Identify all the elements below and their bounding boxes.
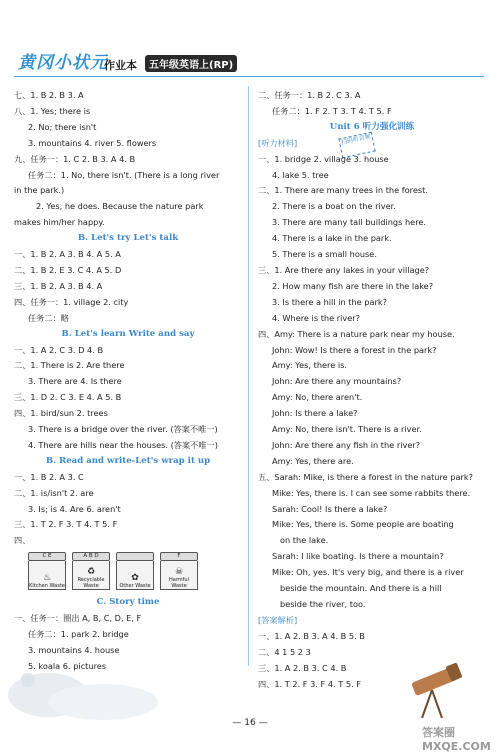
waste-bin (28, 552, 66, 590)
bin-label: Other Waste (119, 583, 151, 590)
answer-line: 2. There is a boat on the river. (272, 201, 396, 212)
answer-line: 2. Yes, he does. Because the nature park (36, 201, 204, 212)
answer-line: 3. mountains 4. house (28, 645, 120, 655)
answer-line: Amy: Yes, there is. (272, 360, 348, 371)
answer-line: in the park.) (14, 185, 65, 196)
answer-line: 4. Where is the river? (272, 312, 360, 323)
answer-line: 3. Is; is 4. Are 6. aren't (28, 503, 121, 514)
answer-line: 三、1. D 2. C 3. E 4. A 5. B (14, 392, 122, 403)
bin-body (116, 561, 154, 590)
answer-line: 一、1. B 2. A 3. B 4. A 5. A (14, 249, 121, 260)
answer-line: 八、1. Yes; there is (14, 105, 91, 116)
answer-line: 九、任务一：1. C 2. B 3. A 4. B (14, 153, 136, 164)
answer-line: 一、1. A 2. B 3. A 4. B 5. B (258, 630, 365, 641)
answer-line: John: Are there any mountains? (272, 376, 402, 387)
bin-body (160, 561, 198, 590)
section-heading: B. Let's try Let's talk (77, 233, 179, 244)
answer-line: 二、1. is/isn't 2. are (14, 487, 94, 498)
bin-body (28, 561, 66, 590)
answer-line: makes him/her happy. (14, 217, 105, 228)
answer-line: 4. There are hills near the houses. (答案不唯一) (28, 439, 218, 450)
answer-line: 二、1. There is 2. Are there (14, 360, 125, 371)
answer-line: 4. There is a lake in the park. (272, 233, 392, 244)
bin-symbol-icon: ♨ (42, 573, 52, 584)
answer-line: Mike: Yes, there is. I can see some rabbits there. (272, 487, 471, 498)
grade-badge: 五年级英语上(RP) (145, 55, 237, 72)
answer-line: 3. There are 4. Is there (28, 376, 122, 387)
section-heading: Unit 6 听力强化训练 (329, 121, 415, 132)
answer-line: 一、1. B 2. A 3. C (14, 471, 84, 482)
bin-symbol-icon: ☠ (174, 567, 184, 578)
section-heading: C. Story time (96, 597, 160, 608)
landscape-illustration (8, 640, 168, 720)
answer-line: 2. No; there isn't (28, 121, 97, 132)
answer-line: John: Wow! Is there a forest in the park? (272, 344, 437, 355)
bin-lid-letters (116, 552, 154, 561)
answer-line: 一、1. bridge 2. village 3. house (258, 153, 389, 164)
answer-line: 3. There are many tall buildings here. (272, 217, 427, 228)
audio-stamp: 扫码听音频 (338, 132, 375, 159)
answer-line: 二、1. There are many trees in the forest. (258, 185, 428, 196)
column-divider (248, 86, 249, 666)
answer-line: 5. There is a small house. (272, 249, 377, 260)
answer-line: 任务二：1. No, there isn't. (There is a long river (28, 169, 220, 180)
answer-line: 5. koala 6. pictures (28, 660, 107, 671)
brand-logo: 黄冈小状元 (18, 53, 108, 73)
answer-line: [听力材料] (258, 137, 298, 148)
answer-line: 一、任务一：圈出 A, B, C, D, E, F (14, 613, 142, 624)
answer-line: Sarah: I like boating. Is there a mountain? (272, 551, 444, 562)
answer-line: 四、Amy: There is a nature park near my house. (258, 328, 455, 339)
answer-line: Amy: Yes, there are. (272, 455, 354, 466)
page-number: — 16 — (232, 718, 268, 728)
section-heading: B. Read and write-Let's wrap it up (45, 455, 211, 466)
answer-line: 四、任务一：1. village 2. city (14, 296, 129, 307)
answer-line: 五、Sarah: Mike, is there a forest in the nature park? (258, 471, 473, 482)
bin-lid-letters: A B D (72, 552, 110, 561)
telescope-illustration (400, 660, 470, 720)
header-rule (14, 76, 484, 77)
bin-lid-letters: C E (28, 552, 66, 561)
bin-label: Harmful Waste (169, 577, 189, 590)
watermark: 答案圈 MXQE.COM (422, 726, 491, 753)
answer-line: 3. Is there a hill in the park? (272, 296, 387, 307)
answer-line: Amy: No, there isn't. There is a river. (272, 424, 422, 435)
answer-line: 二、4 1 5 2 3 (258, 646, 311, 657)
answer-list-right (258, 88, 486, 692)
answer-line: 3. mountains 4. river 5. flowers (28, 137, 157, 148)
left-column (14, 88, 242, 675)
bin-symbol-icon: ♻ (86, 567, 96, 578)
answer-line: beside the mountain. And there is a hill (280, 583, 442, 594)
bin-lid-letters: F (160, 552, 198, 561)
answer-line: 四、1. T 2. F 3. F 4. T 5. F (258, 678, 361, 689)
bin-body (72, 561, 110, 590)
waste-bin (116, 552, 154, 590)
bin-label: Kitchen Waste (29, 583, 65, 590)
page-header (0, 0, 500, 92)
answer-list-left (14, 88, 242, 533)
answer-line: 任务二：略 (28, 312, 69, 323)
answer-line: John: Are there any fish in the river? (272, 439, 421, 450)
answer-line: 4. lake 5. tree (272, 169, 329, 180)
bin-label: Recyclable Waste (77, 577, 105, 590)
answer-line: 七、1. B 2. B 3. A (14, 90, 84, 100)
answer-line: Sarah: Cool! Is there a lake? (272, 503, 388, 514)
answer-line: 3. There is a bridge over the river. (答案不唯一) (28, 424, 218, 435)
answer-line: Mike: Yes, there is. Some people are boating (272, 519, 454, 530)
answer-line: Amy: No, there aren't. (272, 392, 363, 403)
waste-bin (72, 552, 110, 590)
section-heading: B. Let's learn Write and say (61, 328, 195, 339)
bins-label: 四、 (14, 535, 31, 546)
book-title: 作业本 (104, 59, 137, 72)
answer-line: Mike: Oh, yes. It's very big, and there is a river (272, 567, 464, 578)
answer-line: 二、任务一：1. B 2. C 3. A (258, 90, 361, 100)
waste-bin (160, 552, 198, 590)
answer-line: 三、1. B 2. A 3. B 4. A (14, 280, 103, 291)
answer-line: on the lake. (280, 535, 329, 546)
answer-line: 四、1. bird/sun 2. trees (14, 408, 108, 419)
answer-line: John: Is there a lake? (272, 408, 358, 419)
bin-symbol-icon: ✿ (131, 573, 139, 584)
answer-line: 任务二：1. park 2. bridge (28, 629, 129, 640)
answer-line: 三、1. A 2. B 3. C 4. B (258, 662, 347, 673)
answer-line: 三、1. T 2. F 3. T 4. T 5. F (14, 519, 118, 530)
answer-line: beside the river, too. (280, 599, 366, 609)
answer-line: 三、1. Are there any lakes in your village? (258, 264, 430, 275)
right-column (258, 88, 486, 692)
answer-line: 2. How many fish are there in the lake? (272, 280, 434, 291)
waste-bins (28, 552, 242, 590)
answer-line: 一、1. A 2. C 3. D 4. B (14, 344, 104, 355)
answer-line: 任务二：1. F 2. T 3. T 4. T 5. F (272, 105, 392, 116)
answer-line: [答案解析] (258, 614, 298, 625)
answer-line: 二、1. B 2. E 3. C 4. A 5. D (14, 264, 122, 275)
